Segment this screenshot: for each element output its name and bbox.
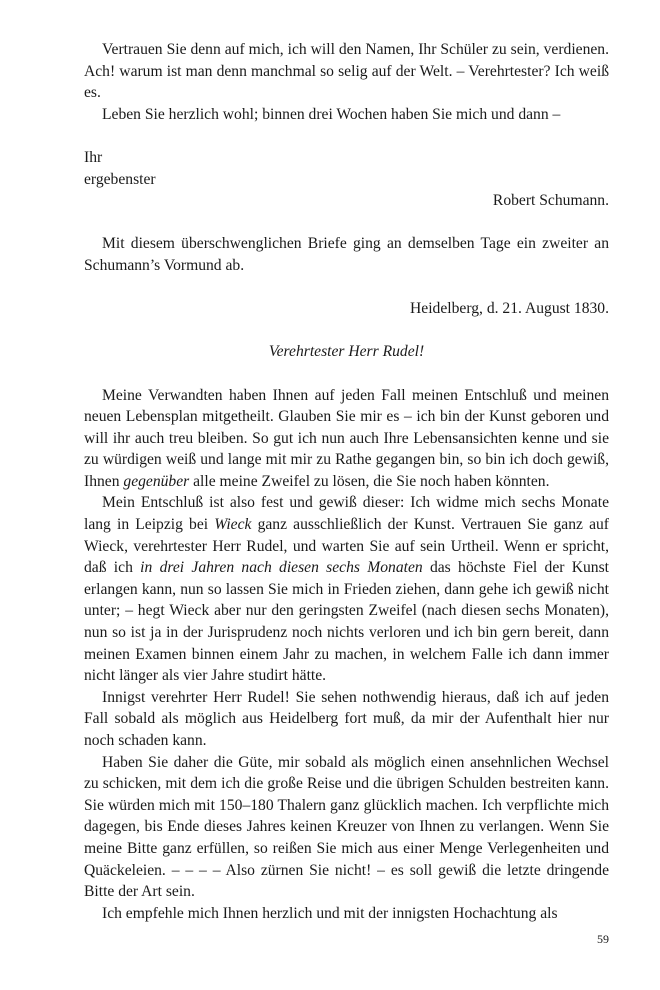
spacer (84, 212, 609, 234)
spacer (84, 320, 609, 342)
letter2-paragraph-3: Innigst verehrter Herr Rudel! Sie sehen nothwendig hieraus, daß ich auf jeden Fall sobald als möglich aus Heidelberg fort muß, da mir der Aufenthalt hier nur noch schaden kann. (84, 688, 609, 749)
letter2-paragraph-5: Ich empfehle mich Ihnen herzlich und mit der innigsten Hochachtung als (102, 904, 558, 922)
spacer (84, 125, 609, 147)
emphasis-text: in drei Jahren nach diesen sechs Monaten (140, 559, 423, 577)
page-number: 59 (597, 932, 609, 946)
text-run: das höchste Fiel der Kunst erlangen kann, nun so lassen Sie mich in Frieden ziehen, dann gehe ich gewiß nicht unter; – hegt Wieck aber nur den geringsten Zweifel (nach diesen sechs Monaten), nun so ist ja in der Jurisprudenz noch nichts verloren und ich bin gern bereit, dann meinen Examen binnen einem Jahr zu machen, in welchem Falle ich dann immer nicht länger als vier Jahre studirt hätte. (84, 559, 609, 685)
letter1-closing-line-2: ergebenster (84, 170, 156, 188)
letter1-signature: Robert Schumann. (492, 192, 609, 210)
page-body (84, 39, 609, 924)
letter1-paragraph-1: Vertrauen Sie denn auf mich, ich will den Namen, Ihr Schüler zu sein, verdienen. Ach! warum ist man denn manchmal so selig auf der Welt. – Verehrtester? Ich weiß es. (84, 41, 609, 102)
text-run: alle meine Zweifel zu lösen, die Sie noch haben könnten. (189, 472, 550, 490)
letter2-paragraph-4: Haben Sie daher die Güte, mir sobald als möglich einen ansehnlichen Wechsel zu schicken, mit dem ich die große Reise und die übrigen Schulden bestreiten kann. Sie würden mich mit 150–180 Thalern ganz glücklich machen. Ich verpflichte mich dagegen, bis Ende dieses Jahres keinen Kreuzer von Ihnen zu verlangen. Wenn Sie meine Bitte ganz erfüllen, so reißen Sie mich aus einer Menge Verlegenheiten und Quäckeleien. – – – – Also zürnen Sie nicht! – es soll gewiß die letzte dringende Bitte der Art sein. (84, 753, 609, 901)
emphasis-text: Wieck (214, 516, 252, 534)
spacer (84, 277, 609, 299)
letter1-closing-line-1: Ihr (84, 148, 103, 166)
spacer (84, 363, 609, 385)
letter2-salutation (84, 341, 609, 363)
letter2-paragraph-1 (84, 385, 609, 493)
text-run: Meine Verwandten haben Ihnen auf jeden Fall meinen Entschluß und meinen neuen Lebensplan mitgetheilt. Glauben Sie mir es – ich bin der Kunst geboren und will ihr auch treu bleiben. So gut ich nun auch Ihre Lebensansichten kenne und sie zu würdigen weiß und lange mit mir zu Rathe gegangen bin, so bin ich doch gewiß, Ihnen (84, 386, 609, 490)
letter2-paragraph-2 (84, 492, 609, 686)
letter1-paragraph-2: Leben Sie herzlich wohl; binnen drei Wochen haben Sie mich und dann – (102, 105, 561, 123)
text-run: ganz ausschließlich der Kunst. Vertrauen Sie ganz auf Wieck, verehrtester Herr Rudel, und warten Sie auf sein Urtheil. Wenn er spricht, daß ich (84, 516, 609, 577)
narration-paragraph: Mit diesem überschwenglichen Briefe ging an demselben Tage ein zweiter an Schumann’s Vormund ab. (84, 235, 609, 274)
letter2-dateline: Heidelberg, d. 21. August 1830. (410, 300, 609, 318)
text-run: Mein Entschluß ist also fest und gewiß dieser: Ich widme mich sechs Monate lang in Leipzig bei (84, 494, 609, 534)
emphasis-text: gegenüber (123, 472, 190, 490)
salutation-text: Verehrtester Herr Rudel! (268, 343, 425, 361)
